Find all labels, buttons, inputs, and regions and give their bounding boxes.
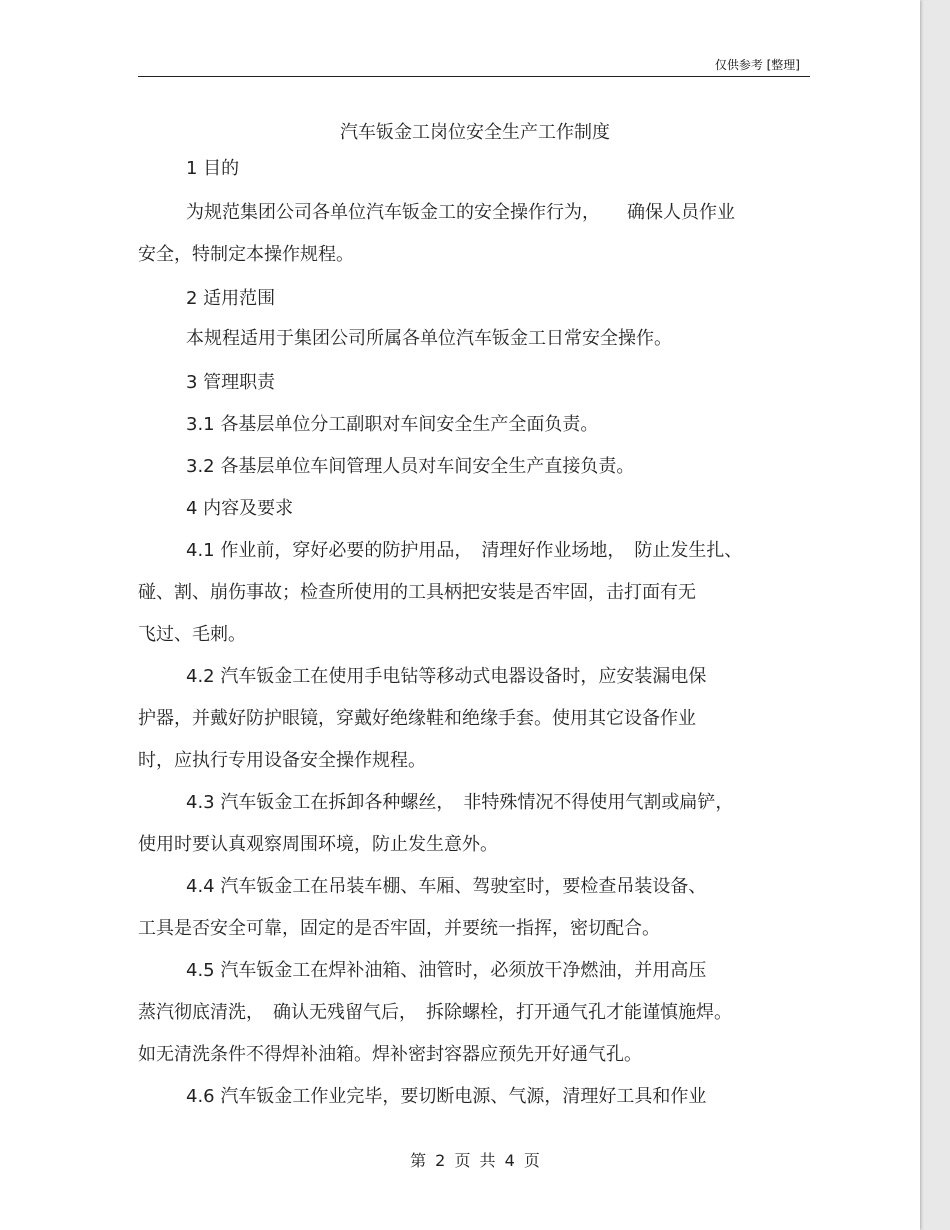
- paragraph: [138, 362, 810, 404]
- document-title: 汽车钣金工岗位安全生产工作制度: [340, 122, 610, 143]
- paragraph: [138, 1076, 810, 1118]
- paragraph-line: 为规范集团公司各单位汽车钣金工的安全操作行为， 确保人员作业: [186, 202, 735, 223]
- paragraph: [138, 782, 810, 866]
- paragraph-line: 4.1 作业前，穿好必要的防护用品， 清理好作业场地， 防止发生扎、: [186, 540, 743, 561]
- paragraph-line: 4.6 汽车钣金工作业完毕，要切断电源、气源，清理好工具和作业: [186, 1086, 707, 1107]
- paragraph: [138, 404, 810, 446]
- paragraph: [138, 530, 810, 656]
- paragraph-line: 时，应执行专用设备安全操作规程。: [138, 750, 426, 771]
- paragraph-line: 3.2 各基层单位车间管理人员对车间安全生产直接负责。: [186, 456, 635, 477]
- paragraph: [138, 148, 810, 190]
- paragraph: [138, 866, 810, 950]
- paragraph-line: 飞过、毛刺。: [138, 624, 246, 645]
- paragraph-line: 本规程适用于集团公司所属各单位汽车钣金工日常安全操作。: [186, 328, 672, 349]
- paragraph-line: 3 管理职责: [186, 372, 276, 393]
- paragraph-line: 4 内容及要求: [186, 498, 294, 519]
- paragraph: [138, 488, 810, 530]
- header-rule: [138, 76, 810, 77]
- paragraph: [138, 278, 810, 320]
- paragraph-line: 4.3 汽车钣金工在拆卸各种螺丝， 非特殊情况不得使用气割或扁铲，: [186, 792, 734, 813]
- paragraph-line: 2 适用范围: [186, 288, 276, 309]
- paragraph: [138, 192, 810, 276]
- paragraph: [138, 318, 810, 360]
- paragraph-line: 蒸汽彻底清洗， 确认无残留气后， 拆除螺栓，打开通气孔才能谨慎施焊。: [138, 1002, 732, 1023]
- header-note: 仅供参考 [整理]: [714, 58, 800, 72]
- paragraph-line: 安全，特制定本操作规程。: [138, 244, 354, 265]
- page-number-footer: 第 2 页 共 4 页: [410, 1151, 540, 1170]
- paragraph: [138, 950, 810, 1076]
- paragraph: [138, 446, 810, 488]
- paragraph-line: 3.1 各基层单位分工副职对车间安全生产全面负责。: [186, 414, 599, 435]
- paragraph-line: 4.5 汽车钣金工在焊补油箱、油管时，必须放干净燃油，并用高压: [186, 960, 707, 981]
- paragraph-line: 如无清洗条件不得焊补油箱。焊补密封容器应预先开好通气孔。: [138, 1044, 642, 1065]
- paragraph-line: 4.2 汽车钣金工在使用手电钻等移动式电器设备时，应安装漏电保: [186, 666, 707, 687]
- paragraph-line: 4.4 汽车钣金工在吊装车棚、车厢、驾驶室时，要检查吊装设备、: [186, 876, 707, 897]
- paragraph: [138, 656, 810, 782]
- paragraph-line: 碰、割、崩伤事故；检查所使用的工具柄把安装是否牢固，击打面有无: [138, 582, 696, 603]
- paragraph-line: 使用时要认真观察周围环境，防止发生意外。: [138, 834, 498, 855]
- paragraph-line: 工具是否安全可靠，固定的是否牢固，并要统一指挥，密切配合。: [138, 918, 660, 939]
- paragraph-line: 1 目的: [186, 158, 240, 179]
- paragraph-line: 护器，并戴好防护眼镜，穿戴好绝缘鞋和绝缘手套。使用其它设备作业: [138, 708, 696, 729]
